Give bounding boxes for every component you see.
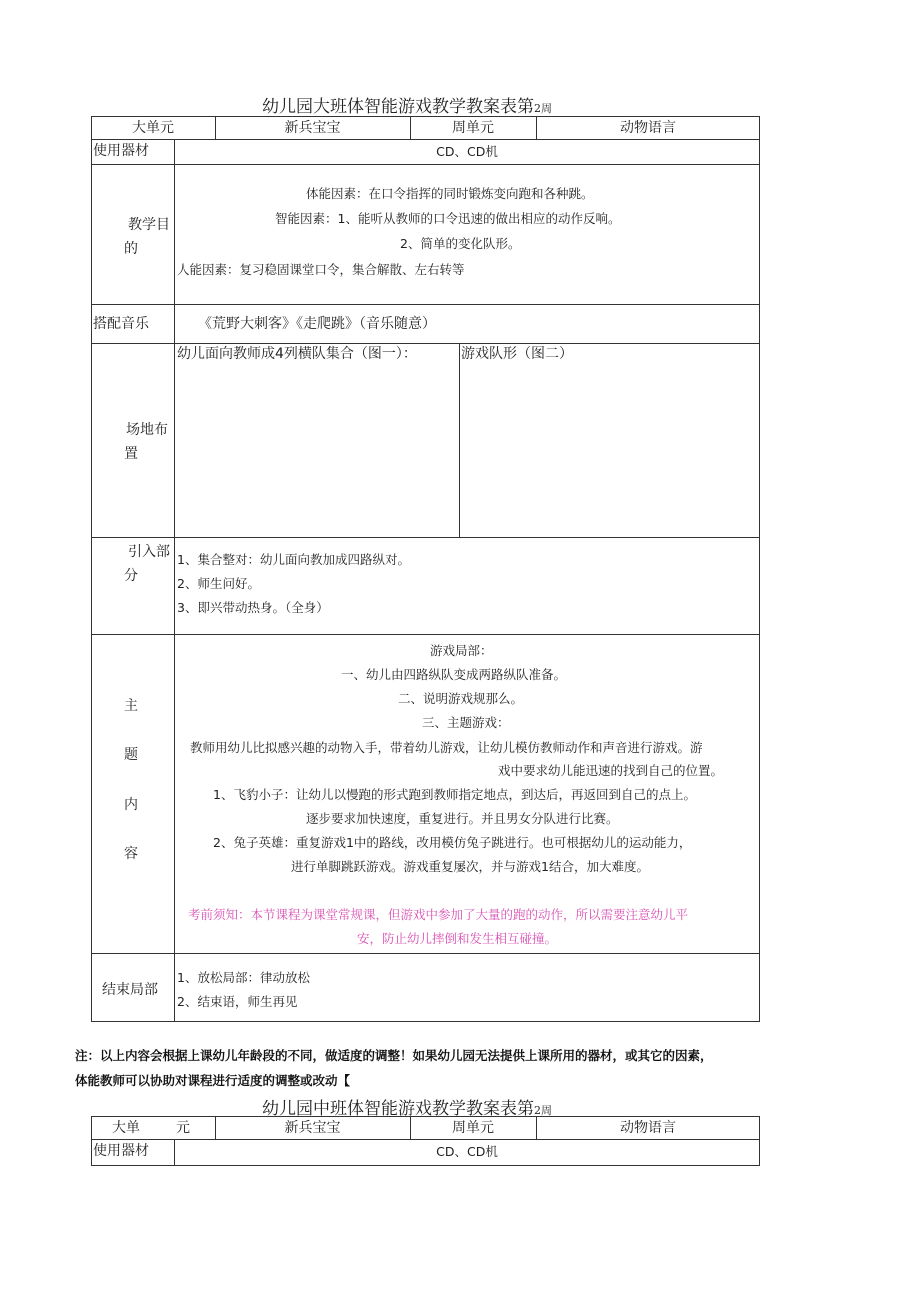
venue-formation-2: 游戏队形（图二）	[461, 346, 573, 362]
week-unit-value: 动物语言	[620, 120, 676, 136]
table1-title	[262, 92, 552, 117]
note-line-1: 注：以上内容会根据上课幼儿年龄段的不同，做适度的调整！如果幼儿园无法提供上课所用的器材，或其它的因素，	[75, 1048, 713, 1063]
t2-week-unit-value: 动物语言	[620, 1120, 676, 1136]
row-divider	[91, 1139, 760, 1140]
intro-label-line1: 引入部	[128, 544, 170, 560]
row-divider	[91, 164, 760, 165]
goal-personal: 人能因素：复习稳固课堂口令，集合解散、左右转等	[177, 262, 465, 277]
col-divider	[174, 139, 175, 1022]
intro-step-1: 1、集合整对：幼儿面向教加成四路纵对。	[177, 552, 410, 567]
equipment-value: CD、CD机	[436, 144, 498, 159]
venue-label-line1: 场地布	[126, 422, 168, 438]
main-step-3: 三、主题游戏：	[422, 715, 510, 730]
music-label: 搭配音乐	[93, 316, 149, 332]
t2-unit-label-b: 元	[176, 1120, 190, 1136]
venue-label-line2: 置	[124, 446, 138, 462]
main-label-char-1: 主	[124, 698, 138, 714]
game-1-text-1: 1、飞豹小子：让幼儿以慢跑的形式跑到教师指定地点，到达后，再返回到自己的点上。	[213, 787, 696, 802]
intro-step-3: 3、即兴带动热身。（全身）	[177, 600, 329, 615]
end-step-2: 2、结束语，师生再见	[177, 994, 298, 1009]
main-step-2: 二、说明游戏规那么。	[398, 691, 524, 706]
venue-formation-1: 幼儿面向教师成4列横队集合（图一）：	[177, 346, 417, 362]
row-divider	[91, 634, 760, 635]
t2-equipment-label: 使用器材	[93, 1143, 149, 1159]
music-value: 《荒野大刺客》《走爬跳》（音乐随意）	[198, 316, 436, 332]
row-divider	[91, 343, 760, 344]
game-1-text-2: 逐步要求加快速度，重复进行。并且男女分队进行比赛。	[306, 811, 619, 826]
t2-week-unit-label: 周单元	[452, 1120, 494, 1136]
game-2-text-2: 进行单脚跳跃游戏。游戏重复屡次，并与游戏1结合，加大难度。	[291, 859, 649, 874]
intro-step-2: 2、师生问好。	[177, 576, 260, 591]
game-2-text-1: 2、兔子英雄：重复游戏1中的路线，改用模仿兔子跳进行。也可根据幼儿的运动能力，	[213, 835, 692, 850]
unit-label: 大单元	[132, 120, 174, 136]
goals-label-line1: 教学目	[128, 217, 170, 233]
note-line-2: 体能教师可以协助对课程进行适度的调整或改动【	[75, 1073, 351, 1088]
t2-unit-value: 新兵宝宝	[284, 1120, 341, 1136]
main-description-1: 教师用幼儿比拟感兴趣的动物入手，带着幼儿游戏，让幼儿模仿教师动作和声音进行游戏。游	[190, 740, 703, 755]
main-label-char-2: 题	[124, 747, 138, 763]
table1-title-week: 2周	[534, 102, 552, 115]
main-description-2: 戏中要求幼儿能迅速的找到自己的位置。	[498, 763, 724, 778]
goal-intelligence: 智能因素：1、能听从教师的口令迅速的做出相应的动作反响。	[275, 211, 621, 226]
equipment-label: 使用器材	[93, 143, 149, 159]
row-divider	[91, 953, 760, 954]
t2-unit-label-a: 大单	[112, 1120, 140, 1136]
intro-label-line2: 分	[124, 568, 138, 584]
main-label-char-4: 容	[124, 846, 138, 862]
week-unit-label: 周单元	[452, 120, 494, 136]
table1-title-main: 幼儿园大班体智能游戏教学教案表第	[262, 97, 534, 117]
table2-title-main: 幼儿园中班体智能游戏教学教案表第	[262, 1099, 534, 1119]
main-step-1: 一、幼儿由四路纵队变成两路纵队准备。	[341, 667, 567, 682]
unit-value: 新兵宝宝	[284, 120, 341, 136]
goal-physical: 体能因素：在口令指挥的同时锻炼变向跑和各种跳。	[306, 186, 594, 201]
goals-label-line2: 的	[124, 241, 138, 257]
row-divider	[91, 304, 760, 305]
warning-line-2: 安，防止幼儿摔倒和发生相互碰撞。	[357, 931, 558, 946]
goal-intelligence-2: 2、简单的变化队形。	[400, 236, 521, 251]
row-divider	[91, 537, 760, 538]
main-section-heading: 游戏局部：	[430, 643, 493, 658]
col-divider	[459, 343, 460, 537]
end-label: 结束局部	[102, 982, 158, 998]
main-label-char-3: 内	[124, 797, 138, 813]
row-divider	[91, 139, 760, 140]
table2-title-week: 2周	[534, 1104, 552, 1117]
t2-equipment-value: CD、CD机	[436, 1144, 498, 1159]
end-step-1: 1、放松局部：律动放松	[177, 970, 310, 985]
warning-line-1: 考前须知：本节课程为课堂常规课，但游戏中参加了大量的跑的动作，所以需要注意幼儿平	[188, 907, 689, 922]
